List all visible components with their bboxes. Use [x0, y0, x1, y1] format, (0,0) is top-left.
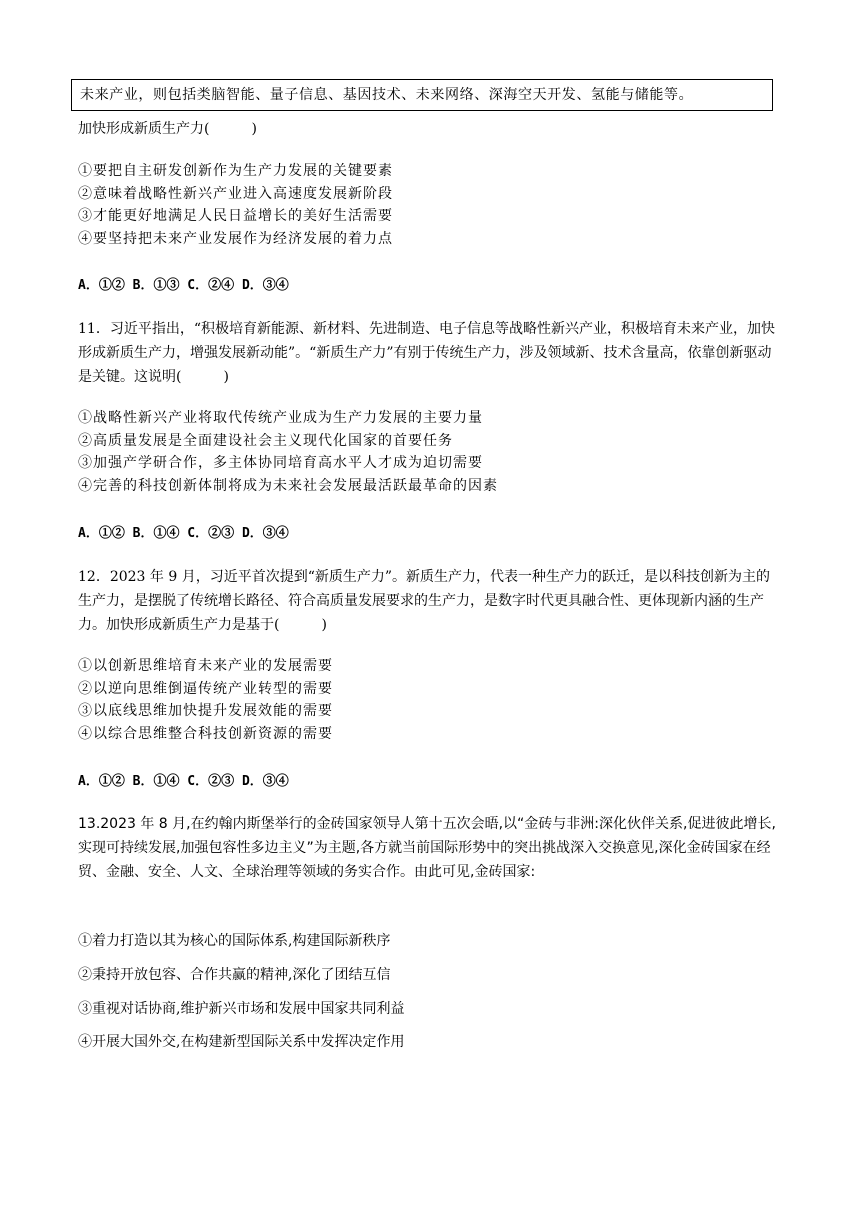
q11-option-4: ④完善的科技创新体制将成为未来社会发展最活跃最革命的因素: [78, 477, 498, 494]
material-box: 未来产业，则包括类脑智能、量子信息、基因技术、未来网络、深海空天开发、氢能与储能等。: [71, 79, 773, 111]
q10-option-1: ①要把自主研发创新作为生产力发展的关键要素: [78, 163, 393, 179]
q12-stem: 12．2023 年 9 月，习近平首次提到“新质生产力”。新质生产力，代表一种生产力的跃迁，是以科技创新为主的生产力，是摆脱了传统增长路径、符合高质量发展要求的生产力，是数字时代更具融合性、更体现新内涵的生产力。加快形成新质生产力是基于( ): [78, 569, 771, 633]
q13-option-2: ②秉持开放包容、合作共赢的精神,深化了团结互信: [78, 967, 391, 983]
q10-option-3: ③才能更好地满足人民日益增长的美好生活需要: [78, 208, 393, 224]
q10-options: [78, 160, 393, 250]
q12-answer-choices: A．①② B．①④ C．②③ D．③④: [78, 774, 289, 789]
q12-option-2: ②以逆向思维倒逼传统产业转型的需要: [78, 680, 333, 697]
q12-options: [78, 655, 333, 745]
q11-option-1: ①战略性新兴产业将取代传统产业成为生产力发展的主要力量: [78, 410, 483, 426]
q12-option-3: ③以底线思维加快提升发展效能的需要: [78, 703, 333, 719]
q13-option-1: ①着力打造以其为核心的国际体系,构建国际新秩序: [78, 933, 391, 949]
q11-options: [78, 407, 498, 497]
q11-stem: 11．习近平指出，“积极培育新能源、新材料、先进制造、电子信息等战略性新兴产业，积极培育未来产业，加快形成新质生产力，增强发展新动能”。“新质生产力”有别于传统生产力，涉及领域新、技术含量高，依靠创新驱动是关键。这说明( ): [78, 321, 775, 385]
q11-option-3: ③加强产学研合作，多主体协同培育高水平人才成为迫切需要: [78, 455, 483, 471]
q11-option-2: ②高质量发展是全面建设社会主义现代化国家的首要任务: [78, 432, 453, 449]
q12-option-1: ①以创新思维培育未来产业的发展需要: [78, 658, 333, 674]
q13-stem: 13.2023 年 8 月,在约翰内斯堡举行的金砖国家领导人第十五次会晤,以“金砖与非洲:深化伙伴关系,促进彼此增长,实现可持续发展,加强包容性多边主义”为主题,各方就当前国际形势中的突出挑战深入交换意见,深化金砖国家在经贸、金融、安全、人文、全球治理等领域的务实合作。由此可见,金砖国家:: [78, 816, 776, 880]
q12-option-4: ④以综合思维整合科技创新资源的需要: [78, 725, 333, 742]
q10-prompt: 加快形成新质生产力( ): [78, 121, 257, 137]
q13-option-3: ③重视对话协商,维护新兴市场和发展中国家共同利益: [78, 1001, 405, 1017]
q10-option-2: ②意味着战略性新兴产业进入高速度发展新阶段: [78, 185, 393, 202]
q13-option-4: ④开展大国外交,在构建新型国际关系中发挥决定作用: [78, 1034, 405, 1050]
q11-answer-choices: A．①② B．①④ C．②③ D．③④: [78, 526, 289, 541]
q10-option-4: ④要坚持把未来产业发展作为经济发展的着力点: [78, 230, 393, 247]
q10-answer-choices: A．①② B．①③ C．②④ D．③④: [78, 278, 289, 293]
